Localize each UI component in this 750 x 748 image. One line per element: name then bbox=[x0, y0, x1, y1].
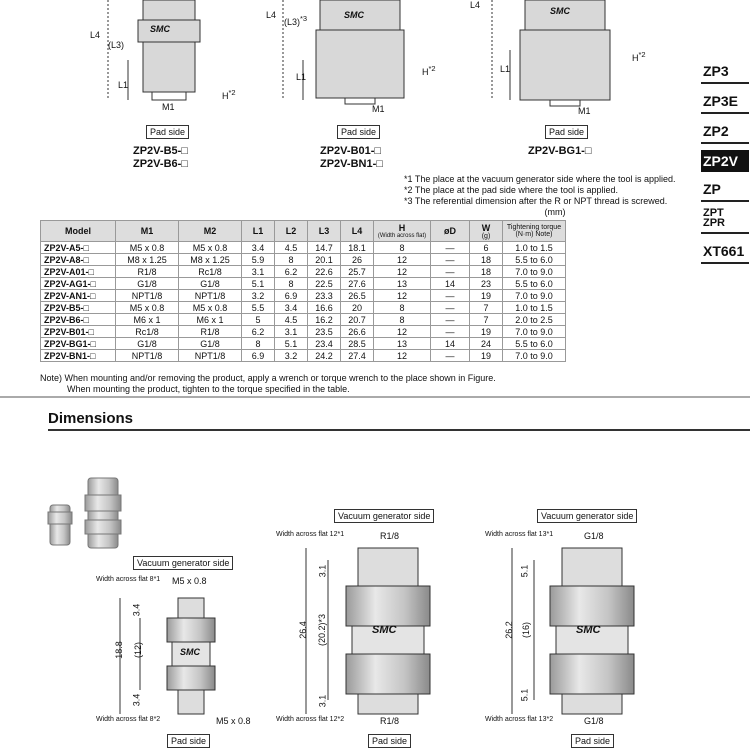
th-l2: L2 bbox=[275, 221, 308, 242]
tab-zpr-label: ZPR bbox=[703, 217, 725, 229]
model-bg1: ZP2V-BG1-□ bbox=[528, 145, 592, 157]
table-row bbox=[41, 290, 566, 302]
th-l1: L1 bbox=[242, 221, 275, 242]
table-row bbox=[41, 242, 566, 254]
dim-1-bottom: 3.4 bbox=[131, 693, 142, 707]
cell-value: 22.5 bbox=[308, 278, 341, 290]
tab-zp[interactable]: ZP bbox=[701, 178, 749, 202]
bottom-flat-2: Width across flat 12*2 bbox=[276, 716, 345, 723]
th-h-sub: (Width across flat) bbox=[377, 233, 427, 239]
pad-side-dim-1: Pad side bbox=[167, 734, 210, 748]
cell-value: 5.5 to 6.0 bbox=[503, 254, 566, 266]
label-m1-2: M1 bbox=[372, 104, 385, 114]
cell-value: M6 x 1 bbox=[116, 314, 179, 326]
th-l4: L4 bbox=[341, 221, 374, 242]
cell-value: NPT1/8 bbox=[179, 350, 242, 362]
label-h-2 bbox=[422, 64, 436, 77]
cell-value: 19 bbox=[470, 290, 503, 302]
cell-value: 20.7 bbox=[341, 314, 374, 326]
tab-zp3e[interactable]: ZP3E bbox=[701, 90, 749, 114]
cell-value: 5.5 to 6.0 bbox=[503, 338, 566, 350]
spec-table bbox=[40, 220, 566, 362]
cell-value: 3.4 bbox=[275, 302, 308, 314]
cell-value: — bbox=[431, 314, 470, 326]
cell-value: G1/8 bbox=[179, 278, 242, 290]
bottom-thread-1: M5 x 0.8 bbox=[216, 716, 251, 726]
tab-zp2[interactable]: ZP2 bbox=[701, 120, 749, 144]
model-bn1: ZP2V-BN1-□ bbox=[320, 158, 383, 170]
cell-value: 6.2 bbox=[275, 266, 308, 278]
bottom-flat-3: Width across flat 13*2 bbox=[485, 716, 554, 723]
cell-value: 23.3 bbox=[308, 290, 341, 302]
cell-value: — bbox=[431, 326, 470, 338]
cell-value: 13 bbox=[374, 278, 431, 290]
cell-model: ZP2V-B5-□ bbox=[41, 302, 116, 314]
th-h bbox=[374, 221, 431, 242]
dim-1-top: 3.4 bbox=[131, 603, 142, 617]
cell-value: M5 x 0.8 bbox=[116, 242, 179, 254]
cell-value: 16.2 bbox=[308, 314, 341, 326]
cell-value: M8 x 1.25 bbox=[179, 254, 242, 266]
label-l3-2-text: (L3) bbox=[284, 17, 301, 27]
cell-value: G1/8 bbox=[116, 278, 179, 290]
bottom-thread-2: R1/8 bbox=[380, 716, 400, 726]
cell-value: 26.5 bbox=[341, 290, 374, 302]
cell-value: NPT1/8 bbox=[116, 350, 179, 362]
dim-3-bottom: 5.1 bbox=[519, 688, 530, 702]
cell-value: 14 bbox=[431, 338, 470, 350]
dim-2-mid: (20.2)*3 bbox=[317, 613, 328, 647]
smc-logo-1: SMC bbox=[150, 24, 170, 34]
cell-value: M5 x 0.8 bbox=[179, 242, 242, 254]
cell-value: 22.6 bbox=[308, 266, 341, 278]
dim-3-total: 26.2 bbox=[503, 621, 514, 639]
cell-value: 7.0 to 9.0 bbox=[503, 350, 566, 362]
cell-value: 5 bbox=[242, 314, 275, 326]
th-torque-sub: (N·m) Note) bbox=[515, 231, 553, 238]
cell-value: Rc1/8 bbox=[179, 266, 242, 278]
cell-value: 27.4 bbox=[341, 350, 374, 362]
th-torque bbox=[503, 221, 566, 242]
footnote-line-1: Note) When mounting and/or removing the product, apply a wrench or torque wrench to the place shown in Figure. bbox=[40, 373, 496, 383]
cell-value: 4.5 bbox=[275, 314, 308, 326]
cell-value: 19 bbox=[470, 326, 503, 338]
cell-value: 26.6 bbox=[341, 326, 374, 338]
section-title: Dimensions bbox=[48, 410, 134, 427]
cell-value: 18.1 bbox=[341, 242, 374, 254]
cell-value: 3.4 bbox=[242, 242, 275, 254]
note-2: *2 The place at the pad side where the tool is applied. bbox=[404, 185, 618, 195]
note-3: *3 The referential dimension after the R or NPT thread is screwed. bbox=[404, 196, 668, 206]
cell-value: 3.2 bbox=[275, 350, 308, 362]
tab-xt661[interactable]: XT661 bbox=[701, 240, 749, 264]
note-1: *1 The place at the vacuum generator side where the tool is applied. bbox=[404, 174, 676, 184]
cell-value: 18 bbox=[470, 266, 503, 278]
cell-value: — bbox=[431, 350, 470, 362]
label-h-2-text: H bbox=[422, 67, 429, 77]
tab-zpt-label: ZPT bbox=[703, 207, 724, 219]
top-flat-2: Width across flat 12*1 bbox=[276, 531, 345, 538]
cell-value: 20 bbox=[341, 302, 374, 314]
bottom-flat-1: Width across flat 8*2 bbox=[96, 716, 161, 723]
th-l3: L3 bbox=[308, 221, 341, 242]
table-row bbox=[41, 302, 566, 314]
cell-value: G1/8 bbox=[179, 338, 242, 350]
cell-value: 27.6 bbox=[341, 278, 374, 290]
tab-zp2v[interactable]: ZP2V bbox=[701, 150, 749, 172]
cell-value: — bbox=[431, 254, 470, 266]
cell-value: 18 bbox=[470, 254, 503, 266]
th-model: Model bbox=[41, 221, 116, 242]
cell-value: 28.5 bbox=[341, 338, 374, 350]
cell-value: 24.2 bbox=[308, 350, 341, 362]
cell-value: 8 bbox=[374, 302, 431, 314]
cell-value: — bbox=[431, 302, 470, 314]
pad-side-label-2: Pad side bbox=[337, 125, 380, 139]
smc-logo-5: SMC bbox=[372, 624, 397, 636]
cell-value: 7.0 to 9.0 bbox=[503, 290, 566, 302]
dim-2-total: 26.4 bbox=[297, 621, 308, 639]
cell-value: 7 bbox=[470, 302, 503, 314]
model-b01: ZP2V-B01-□ bbox=[320, 145, 382, 157]
cell-value: 16.6 bbox=[308, 302, 341, 314]
cell-value: M6 x 1 bbox=[179, 314, 242, 326]
label-m1-3: M1 bbox=[578, 106, 591, 116]
cell-model: ZP2V-A01-□ bbox=[41, 266, 116, 278]
label-m1-1: M1 bbox=[162, 102, 175, 112]
cell-value: — bbox=[431, 242, 470, 254]
dim-1-total: 18.8 bbox=[113, 641, 124, 659]
th-h-label: H bbox=[398, 223, 406, 233]
table-row bbox=[41, 254, 566, 266]
label-h-2-note: *2 bbox=[428, 64, 436, 73]
label-l3-2-note: *3 bbox=[300, 14, 308, 23]
label-h-1-text: H bbox=[222, 91, 229, 101]
table-row bbox=[41, 350, 566, 362]
smc-logo-4: SMC bbox=[180, 647, 200, 657]
th-w bbox=[470, 221, 503, 242]
label-h-3-note: *2 bbox=[638, 50, 646, 59]
vac-gen-label-3: Vacuum generator side bbox=[537, 509, 637, 523]
top-thread-3: G1/8 bbox=[584, 531, 604, 541]
cell-value: 5.1 bbox=[275, 338, 308, 350]
cell-value: M8 x 1.25 bbox=[116, 254, 179, 266]
cell-model: ZP2V-B01-□ bbox=[41, 326, 116, 338]
label-l1-2: L1 bbox=[296, 72, 307, 82]
cell-value: 5.5 to 6.0 bbox=[503, 278, 566, 290]
cell-model: ZP2V-BG1-□ bbox=[41, 338, 116, 350]
cell-value: M5 x 0.8 bbox=[116, 302, 179, 314]
cell-value: 23.5 bbox=[308, 326, 341, 338]
dim-3-top: 5.1 bbox=[519, 564, 530, 578]
cell-model: ZP2V-B6-□ bbox=[41, 314, 116, 326]
label-h-1-note: *2 bbox=[228, 88, 236, 97]
cell-value: 13 bbox=[374, 338, 431, 350]
cell-value: 12 bbox=[374, 266, 431, 278]
cell-value: 8 bbox=[374, 242, 431, 254]
cell-value: 12 bbox=[374, 326, 431, 338]
cell-value: 3.2 bbox=[242, 290, 275, 302]
cell-value: 3.1 bbox=[242, 266, 275, 278]
cell-value: 3.1 bbox=[275, 326, 308, 338]
cell-value: R1/8 bbox=[116, 266, 179, 278]
cell-value: 20.1 bbox=[308, 254, 341, 266]
product-photo bbox=[48, 478, 121, 548]
label-l3-1: (L3) bbox=[108, 40, 125, 50]
cell-value: NPT1/8 bbox=[116, 290, 179, 302]
cell-value: R1/8 bbox=[179, 326, 242, 338]
bottom-thread-3: G1/8 bbox=[584, 716, 604, 726]
top-thread-2: R1/8 bbox=[380, 531, 400, 541]
dim-3-mid: (16) bbox=[521, 621, 532, 639]
label-l4-2: L4 bbox=[266, 10, 277, 20]
table-body bbox=[41, 242, 566, 362]
label-l4-3: L4 bbox=[470, 0, 481, 10]
cell-value: 25.7 bbox=[341, 266, 374, 278]
label-h-3-text: H bbox=[632, 53, 639, 63]
smc-logo-6: SMC bbox=[576, 624, 601, 636]
label-l1-1: L1 bbox=[118, 80, 129, 90]
dim-2-bottom: 3.1 bbox=[317, 694, 328, 708]
pad-side-dim-2: Pad side bbox=[368, 734, 411, 748]
model-b6: ZP2V-B6-□ bbox=[133, 158, 188, 170]
cell-value: 23.4 bbox=[308, 338, 341, 350]
dim-1-mid: (12) bbox=[133, 641, 144, 659]
pad-side-label-3: Pad side bbox=[545, 125, 588, 139]
cell-value: — bbox=[431, 290, 470, 302]
cell-value: 19 bbox=[470, 350, 503, 362]
cell-value: 6.2 bbox=[242, 326, 275, 338]
table-row bbox=[41, 314, 566, 326]
cell-value: 12 bbox=[374, 254, 431, 266]
table-row bbox=[41, 338, 566, 350]
cell-value: 8 bbox=[275, 254, 308, 266]
notes bbox=[404, 174, 676, 218]
vac-gen-label-2: Vacuum generator side bbox=[334, 509, 434, 523]
cell-value: 7.0 to 9.0 bbox=[503, 266, 566, 278]
cell-value: 12 bbox=[374, 350, 431, 362]
cell-value: 12 bbox=[374, 290, 431, 302]
th-od: øD bbox=[431, 221, 470, 242]
cell-value: Rc1/8 bbox=[116, 326, 179, 338]
cell-value: 8 bbox=[374, 314, 431, 326]
cell-value: 7.0 to 9.0 bbox=[503, 326, 566, 338]
top-thread-1: M5 x 0.8 bbox=[172, 576, 207, 586]
table-row bbox=[41, 278, 566, 290]
cell-model: ZP2V-A8-□ bbox=[41, 254, 116, 266]
tab-zp3[interactable]: ZP3 bbox=[701, 60, 749, 84]
footnote-line-2: When mounting the product, tighten to the torque specified in the table. bbox=[67, 384, 350, 394]
label-h-1 bbox=[222, 88, 236, 101]
table-row bbox=[41, 326, 566, 338]
cell-value: — bbox=[431, 266, 470, 278]
top-flat-3: Width across flat 13*1 bbox=[485, 531, 554, 538]
smc-logo-3: SMC bbox=[550, 6, 570, 16]
cell-value: 8 bbox=[275, 278, 308, 290]
table-row bbox=[41, 266, 566, 278]
cell-value: 6 bbox=[470, 242, 503, 254]
cell-value: 24 bbox=[470, 338, 503, 350]
cell-value: 5.5 bbox=[242, 302, 275, 314]
cell-value: 1.0 to 1.5 bbox=[503, 242, 566, 254]
th-w-label: W bbox=[481, 222, 491, 233]
cell-value: 23 bbox=[470, 278, 503, 290]
cell-value: 4.5 bbox=[275, 242, 308, 254]
cell-value: 26 bbox=[341, 254, 374, 266]
cell-value: NPT1/8 bbox=[179, 290, 242, 302]
model-b5: ZP2V-B5-□ bbox=[133, 145, 188, 157]
cell-model: ZP2V-AN1-□ bbox=[41, 290, 116, 302]
cell-value: M5 x 0.8 bbox=[179, 302, 242, 314]
table-footnote bbox=[40, 373, 496, 395]
cell-value: 14.7 bbox=[308, 242, 341, 254]
th-m1: M1 bbox=[116, 221, 179, 242]
cell-model: ZP2V-AG1-□ bbox=[41, 278, 116, 290]
th-w-sub: (g) bbox=[481, 232, 491, 240]
unit-label: (mm) bbox=[544, 207, 566, 217]
cell-value: 8 bbox=[242, 338, 275, 350]
pad-side-dim-3: Pad side bbox=[571, 734, 614, 748]
dim-2-top: 3.1 bbox=[317, 564, 328, 578]
cell-value: 2.0 to 2.5 bbox=[503, 314, 566, 326]
cell-value: 5.1 bbox=[242, 278, 275, 290]
label-l1-3: L1 bbox=[500, 64, 511, 74]
cell-value: 1.0 to 1.5 bbox=[503, 302, 566, 314]
pad-side-label-1: Pad side bbox=[146, 125, 189, 139]
smc-logo-2: SMC bbox=[344, 10, 364, 20]
label-l4-1: L4 bbox=[90, 30, 101, 40]
cell-value: 5.9 bbox=[242, 254, 275, 266]
cell-model: ZP2V-A5-□ bbox=[41, 242, 116, 254]
cell-model: ZP2V-BN1-□ bbox=[41, 350, 116, 362]
cell-value: 6.9 bbox=[275, 290, 308, 302]
top-flat-1: Width across flat 8*1 bbox=[96, 576, 161, 583]
cell-value: 14 bbox=[431, 278, 470, 290]
vac-gen-label-1: Vacuum generator side bbox=[133, 556, 233, 570]
cell-value: G1/8 bbox=[116, 338, 179, 350]
cell-value: 7 bbox=[470, 314, 503, 326]
label-l3-2 bbox=[284, 14, 307, 27]
table-header-row bbox=[41, 221, 566, 242]
th-m2: M2 bbox=[179, 221, 242, 242]
label-h-3 bbox=[632, 50, 646, 63]
th-torque-label: Tightening torque bbox=[506, 224, 562, 231]
cell-value: 6.9 bbox=[242, 350, 275, 362]
